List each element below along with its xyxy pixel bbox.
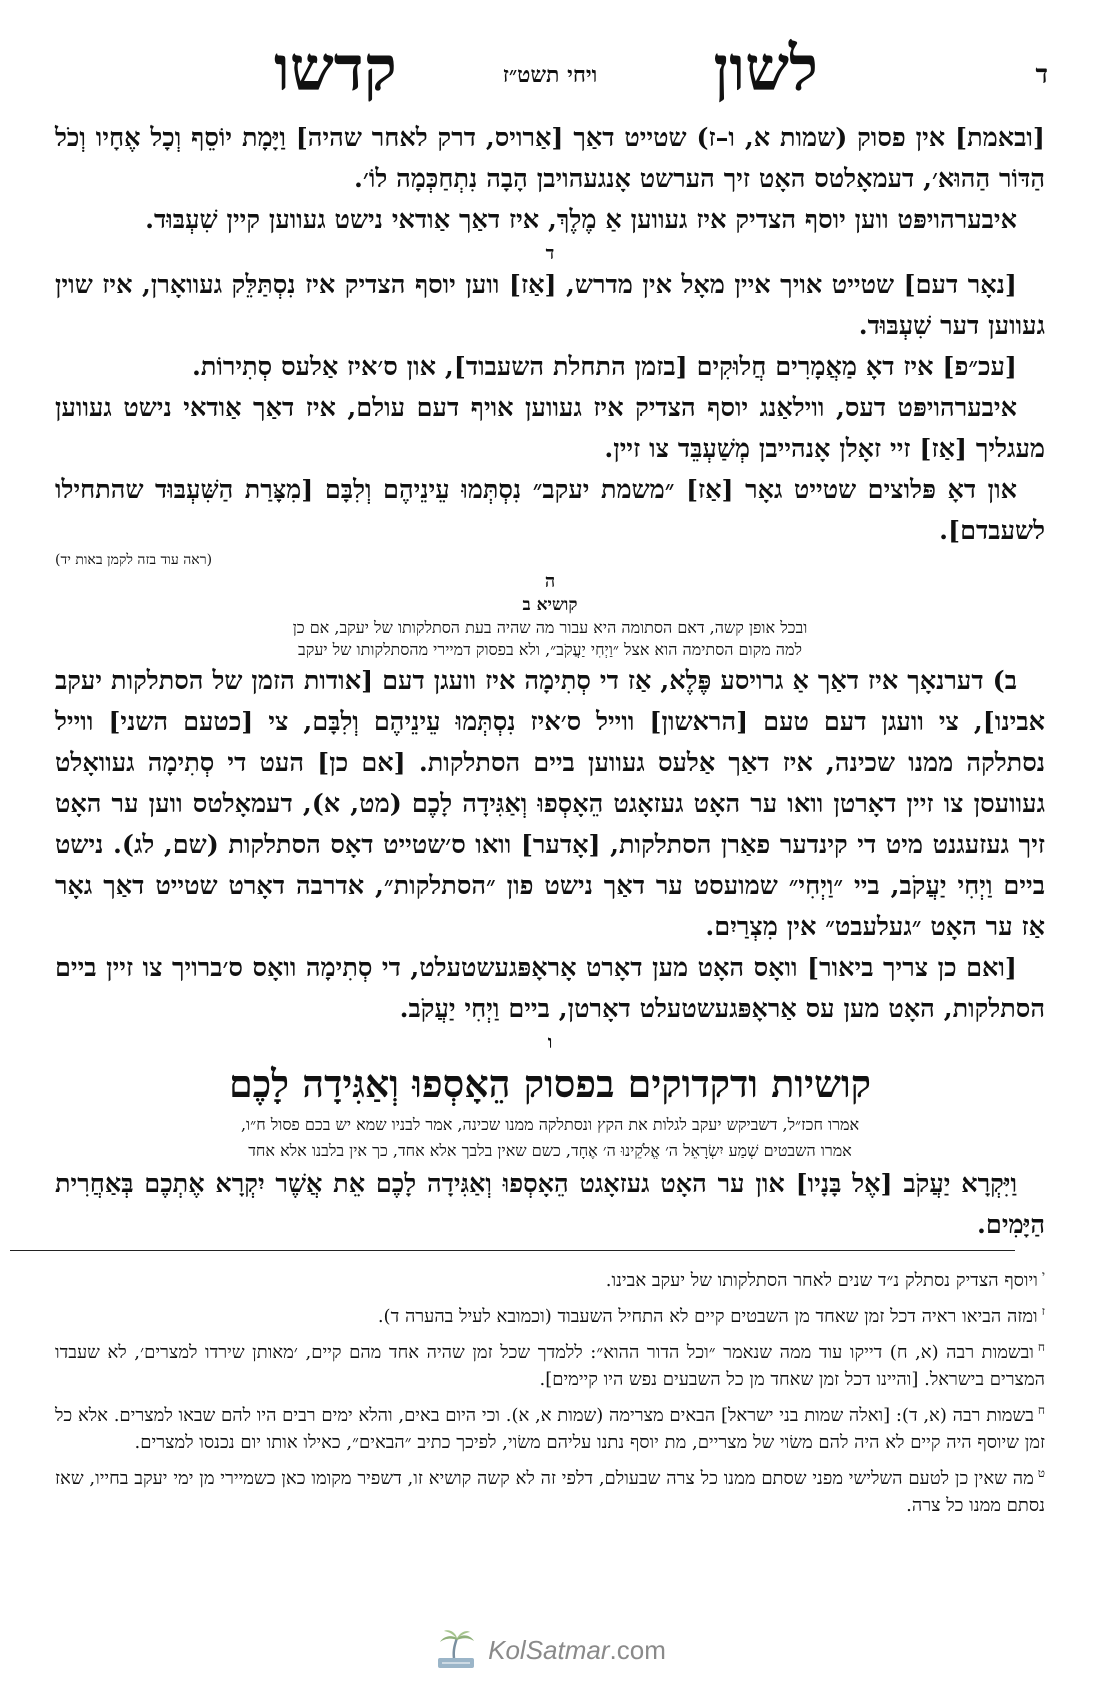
- paragraph-2: איבערהויפּט ווען יוסף הצדיק איז געווען אַ מֶלֶךְ, איז דאַך אַודאי נישט געווען קיין שִׁעְבּוּד.: [145, 205, 1017, 235]
- running-title-left: קדשו: [274, 32, 397, 105]
- footnote-divider: [10, 1250, 1015, 1251]
- footnote: [55, 1262, 1045, 1294]
- paragraph-7: ב) דערנאָך איז דאַך אַ גרויסע פֶּלֶא, אַז די סְתִימָה איז וועגן דעם [אודות הזמן של הסתלקות יעקב אבינו], צי וועגן דעם טעם [הראשון] ווייל ס׳איז נִסְתְּמוּ עֵינֵיהֶם וְלִבָּם, צי [כטעם השני] ווייל נסתלקה ממנו שכינה, איז דאַך אַלעס געווען ביים הסתלקות. [אם כן] העט די סְתִימָה געוואָלט געוועסן צו זיין דאָרטן וואו ער האָט געזאָגט הֵאָסְפוּ וְאַגִּידָה לָכֶם (מט, א), דעמאָלטס ווען ער האָט זיך געזעגנט מיט די קינדער פאַרן הסתלקות, [אָדער] וואו ס׳שטייט דאָס הסתלקות (שם, לג). נישט ביים וַיְחִי יַעֲקֹב, ביי ״וַיְחִי״ שמועסט ער דאַך נישט פון ״הסתלקות״, אדרבה דאָרט שטייט דאַך גאָר אַז ער האָט ״געלעבט״ אין מִצְרַיִם.: [55, 666, 1045, 942]
- footnote: [55, 1397, 1045, 1456]
- footnote-mark: ט: [1037, 1466, 1045, 1480]
- footnote-mark: י: [1041, 1268, 1045, 1282]
- paragraph-6: און דאָ פּלוצים שטייט גאָר [אַז] ״משמת יעקב״ נִסְתְּמוּ עֵינֵיהֶם וְלִבָּם [מִצָּרַת הַשִּׁעְבּוּד שהתחילו לשעבדם].: [55, 475, 1045, 546]
- footnote-text: ומזה הביאו ראיה דכל זמן שאחד מן השבטים קיים לא התחיל השעבוד (וכמובא לעיל בהערה ד).: [377, 1306, 1038, 1327]
- footnote-mark: ח: [1037, 1403, 1045, 1417]
- section-letter-d: ד: [545, 243, 555, 264]
- page-letter: ד: [1035, 60, 1048, 90]
- section-letter-h: ה: [544, 571, 556, 592]
- footnote-text: מה שאין כן לטעם השלישי מפני שסתם ממנו כל צרה שבעולם, דלפי זה לא קשה קושיא זו, דשפיר מקומו כאן כשמיירי מן ימי יעקב בחייו, שאז נסתם ממנו כל צרה.: [55, 1468, 1045, 1516]
- kushia-note-1: ובכל אופן קשה, דאם הסתומה היא עבור מה שהיה בעת הסתלקותו של יעקב, אם כן: [292, 618, 808, 637]
- running-title-right: לשון: [713, 32, 818, 105]
- page-header: [52, 32, 1048, 118]
- paragraph-9: וַיִּקְרָא יַעֲקֹב [אֶל בָּנָיו] און ער האָט געזאָגט הֵאָסְפוּ וְאַגִּידָה לָכֶם אֵת אֲשֶׁר יִקְרָא אֶתְכֶם בְּאַחֲרִית הַיָּמִים.: [55, 1169, 1045, 1240]
- reference-row: [55, 552, 1045, 569]
- footnote-mark: ז: [1041, 1304, 1045, 1318]
- footnote: [55, 1298, 1045, 1330]
- paragraph-5: איבערהויפּט דעס, ווילאַנג יוסף הצדיק איז געווען אויף דעם עולם, איז דאַך אַודאי נישט געווען מעגליך [אַז] זיי זאָלן אָנהייבן מְשַׁעְבֵּד צו זיין.: [55, 393, 1045, 464]
- footnote: [55, 1460, 1045, 1519]
- footnote: [55, 1334, 1045, 1393]
- parsha-label: ויחי תשט״ז: [502, 62, 598, 88]
- footnote-mark: ח: [1037, 1340, 1045, 1354]
- palm-tree-logo-icon: [434, 1628, 478, 1672]
- paragraph-4: [עכ״פ] איז דאָ מַאֲמָרִים חֲלוּקִים [בזמן התחלת השעבוד], און ס׳איז אַלעס סְתִירוֹת.: [191, 352, 1017, 382]
- footnote-text: ובשמות רבה (א, ח) דייקו עוד ממה שנאמר ״וכל הדור ההוא״: ללמדך שכל זמן שהיה אחד מהם קיים, ׳מאותן שירדו למצרים׳, לא שעבדו המצרים בישראל. [והיינו דכל זמן שאחד מן כל השבעים נפש היו קיימים].: [55, 1342, 1045, 1390]
- kushia-heading: קושיא ב: [522, 595, 578, 615]
- watermark-brand: KolSatmar: [488, 1634, 610, 1665]
- kushia-note-2: למה מקום הסתימה הוא אצל ״וַיְחִי יַעֲקֹב״, ולא בפסוק דמיירי מהסתלקותו של יעקב: [298, 640, 802, 659]
- footnote-text: ויוסף הצדיק נסתלק נ״ד שנים לאחר הסתלקותו של יעקב אבינו.: [605, 1270, 1038, 1291]
- section-title: קושיות ודקדוקים בפסוק הֵאָסְפוּ וְאַגִּידָה לָכֶם: [228, 1061, 872, 1106]
- watermark-text: [488, 1635, 666, 1666]
- section-letter-v: ו: [547, 1032, 553, 1053]
- paragraph-3: [נאָר דעם] שטייט אויך איין מאָל אין מדרש, [אַז] ווען יוסף הצדיק איז נִסְתַּלֵּק געוואָרן, איז שוין געווען דער שִׁעְבּוּד.: [55, 270, 1045, 341]
- watermark-suffix: .com: [609, 1634, 666, 1665]
- paragraph-8: [ואם כן צריך ביאור] וואָס האָט מען דאָרט אָראָפּגעשטעלט, די סְתִימָה וואָס ס׳ברויך צו זיין ביים הסתלקות, האָט מען עס אַראָפּגעשטעלט דאָרטן, ביים וַיְחִי יַעֲקֹב.: [55, 953, 1045, 1024]
- intro-line-1: אמרו חכז״ל, דשביקש יעקב לגלות את הקץ ונסתלקה ממנו שכינה, אמר לבניו שמא יש בכם פסול ח״ו,: [240, 1115, 860, 1134]
- intro-line-2: אמרו השבטים שְׁמַע יִשְׂרָאֵל ה׳ אֱלֹקֵינוּ ה׳ אֶחָד, כשם שאין בלבך אלא אחד, כך אין בלבנו אלא אחד: [248, 1141, 852, 1160]
- footnotes: [55, 1262, 1045, 1523]
- footnote-text: בשמות רבה (א, ד): [ואלה שמות בני ישראל] הבאים מצרימה (שמות א, א). וכי היום באים, והלא ימים רבים היו להם שבאו למצרים. אלא כל זמן שיוסף היה קיים לא היה להם משׂוי של מצריים, מת יוסף נתנו עליהם משׂוי, לפיכך כתיב ״הבאים״, כאילו אותו יום נכנסו למצרים.: [55, 1405, 1045, 1453]
- cross-reference: (ראה עוד בזה לקמן באות יד): [55, 552, 213, 568]
- main-text: [55, 118, 1045, 1246]
- watermark: [0, 1626, 1100, 1674]
- paragraph-1: [ובאמת] אין פסוק (שמות א, ו–ז) שטייט דאַך [אַרויס, דרק לאחר שהיה] וַיָּמָת יוֹסֵף וְכָל אֶחָיו וְכֹל הַדּוֹר הַהוּא׳, דעמאָלטס האָט זיך הערשט אָנגעהויבן הָבָה נִתְחַכְּמָה לוֹ׳.: [55, 123, 1045, 194]
